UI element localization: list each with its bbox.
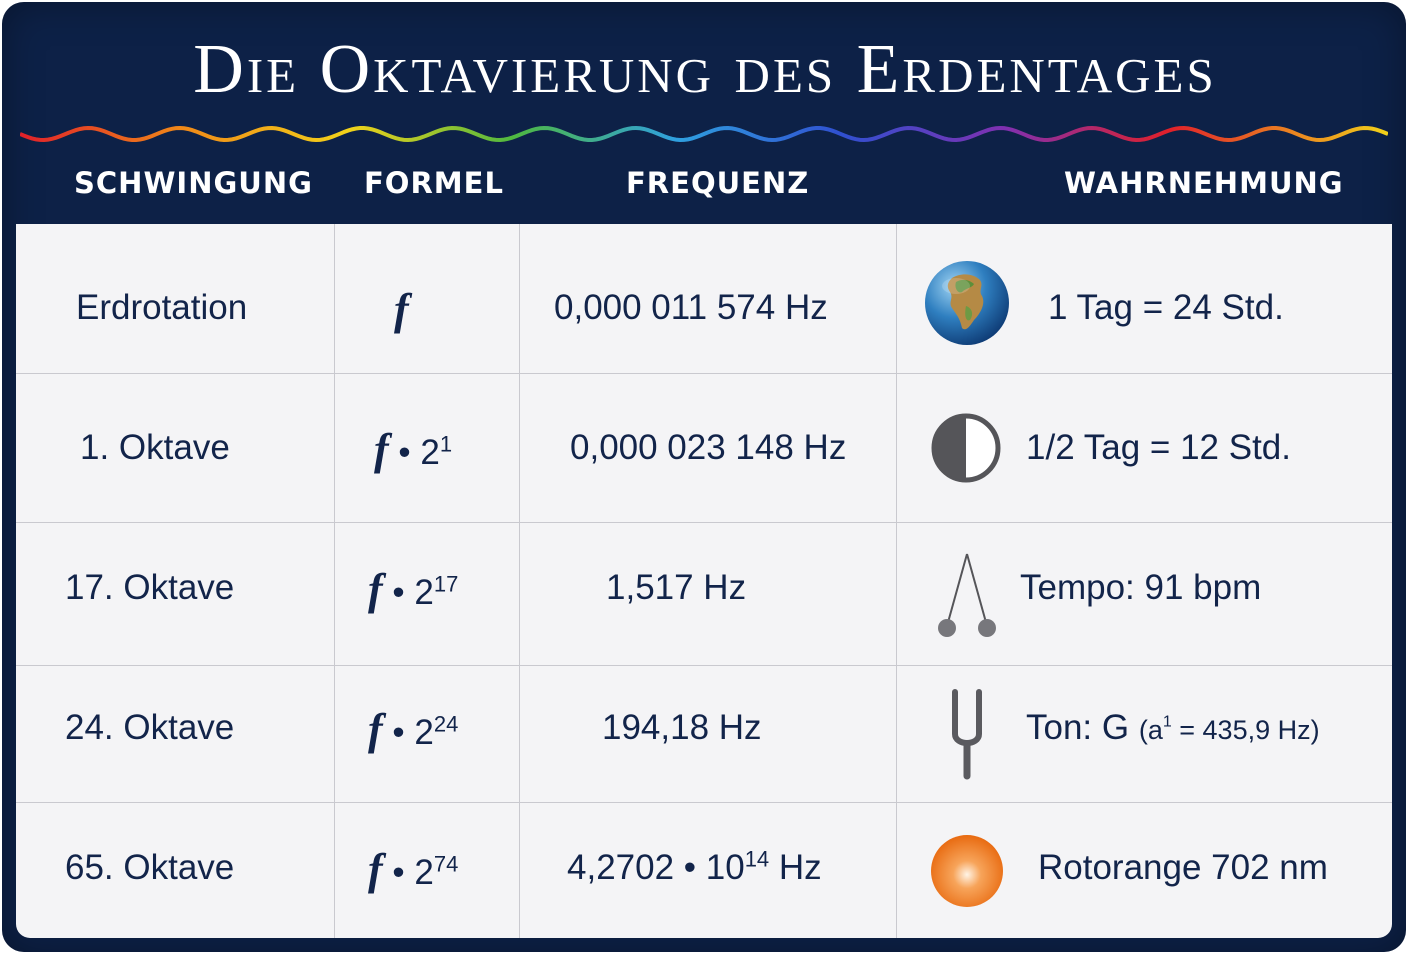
row-divider [16,373,1392,374]
column-divider [334,224,335,938]
row-divider [16,665,1392,666]
header-formel: FORMEL [364,166,504,200]
formel-oktave-24: f • $2^{24}$ [368,705,459,754]
header-wahrnehmung: WAHRNEHMUNG [1064,166,1344,200]
row-divider [16,522,1392,523]
frequenz-oktave-65: 4,2702 • $10^{14}$ Hz [567,846,822,887]
earth-icon [922,258,1012,348]
wahrnehmung-oktave-17: Tempo: 91 bpm [1020,568,1262,607]
formel-erdrotation: f [394,285,409,334]
schwingung-erdrotation: Erdrotation [76,288,248,327]
schwingung-oktave-17: 17. Oktave [65,568,235,607]
formel-oktave-65: f • $2^{74}$ [368,845,459,894]
tuning-fork-icon [950,688,984,780]
wahrnehmung-oktave-24: Ton: G ($a^1 = 435,9$ Hz) [1026,708,1320,747]
pendulum-icon [934,550,1000,642]
column-divider [519,224,520,938]
schwingung-oktave-1: 1. Oktave [80,428,230,467]
frequenz-oktave-17: 1,517 Hz [606,568,747,607]
rainbow-wave-divider [20,122,1388,146]
wahrnehmung-oktave-1: 1/2 Tag = 12 Std. [1026,428,1291,467]
header-schwingung: SCHWINGUNG [74,166,313,200]
column-divider [896,224,897,938]
wahrnehmung-erdrotation: 1 Tag = 24 Std. [1048,288,1284,327]
orange-sphere-icon [928,832,1006,910]
formel-oktave-1: f • $2^1$ [374,425,453,474]
frequenz-oktave-24: 194,18 Hz [602,708,762,747]
wahrnehmung-oktave-65: Rotorange 702 nm [1038,848,1328,887]
schwingung-oktave-65: 65. Oktave [65,848,235,887]
row-divider [16,802,1392,803]
half-circle-icon [930,412,1002,484]
page-title: Die Oktavierung des Erdentages [193,31,1217,108]
schwingung-oktave-24: 24. Oktave [65,708,235,747]
frequenz-oktave-1: 0,000 023 148 Hz [570,428,847,467]
octave-table [16,224,1392,938]
frequenz-erdrotation: 0,000 011 574 Hz [554,288,828,327]
formel-oktave-17: f • $2^{17}$ [368,565,459,614]
header-frequenz: FREQUENZ [626,166,810,200]
